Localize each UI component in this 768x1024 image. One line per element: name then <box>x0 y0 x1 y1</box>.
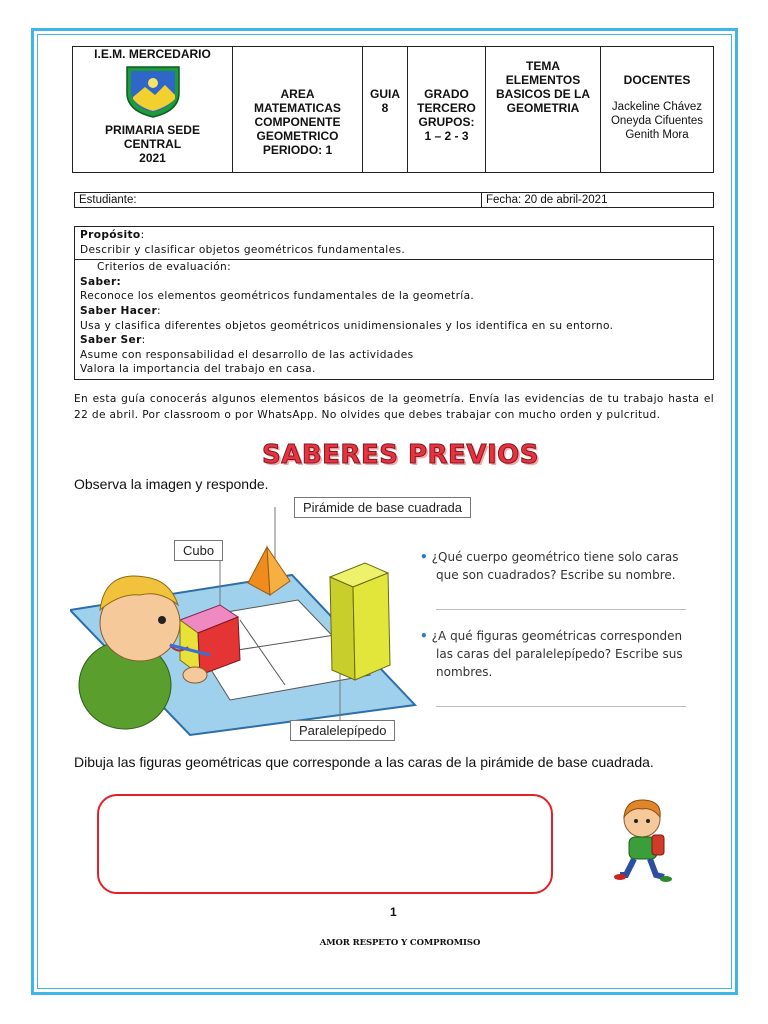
purpose-label: Propósito <box>80 229 141 241</box>
component-label: COMPONENTE <box>254 115 341 129</box>
header-table <box>72 46 714 173</box>
ser-text-2: Valora la importancia del trabajo en casa. <box>80 363 316 376</box>
school-sede: PRIMARIA SEDE CENTRAL <box>105 123 200 151</box>
prism-label: Paralelepípedo <box>290 720 395 741</box>
groups-value: 1 – 2 - 3 <box>424 129 469 143</box>
area-value: MATEMATICAS <box>254 101 341 115</box>
school-logo-icon <box>121 63 185 119</box>
draw-instruction: Dibuja las figuras geométricas que corresponde a las caras de la pirámide de base cuadrada. <box>74 754 654 770</box>
teacher-2: Oneyda Cifuentes <box>610 115 704 127</box>
section-title: SABERES PREVIOS <box>262 440 539 470</box>
guide-label: GUIA <box>370 87 400 101</box>
school-cell <box>73 47 233 173</box>
topic-label: TEMA <box>526 59 560 73</box>
topic-line-1: ELEMENTOS <box>505 73 581 87</box>
geometry-illustration <box>70 495 420 745</box>
topic-cell <box>486 47 601 173</box>
question-2: • ¿A qué figuras geométricas corresponden las caras del paralelepípedo? Escribe sus nombres. <box>420 629 683 679</box>
purpose-text: Describir y clasificar objetos geométricos fundamentales. <box>80 243 406 256</box>
ser-text-1: Asume con responsabilidad el desarrollo de las actividades <box>80 348 414 361</box>
topic-line-2: BASICOS DE LA <box>495 87 590 101</box>
purpose-box <box>74 226 714 380</box>
footer-motto: AMOR RESPETO Y COMPROMISO <box>319 938 481 948</box>
grade-cell <box>408 47 486 173</box>
criteria-heading: Criterios de evaluación: <box>97 261 232 274</box>
saber-heading: Saber: <box>80 275 122 288</box>
teachers-label: DOCENTES <box>623 73 691 87</box>
answer-line-2[interactable] <box>436 706 686 707</box>
school-year: 2021 <box>139 151 166 165</box>
purpose-heading: Propósito: <box>80 229 145 241</box>
drawing-area[interactable] <box>97 794 553 894</box>
page-number: 1 <box>390 905 397 919</box>
bullet-icon: • <box>420 629 428 643</box>
date-value: Fecha: 20 de abril-2021 <box>486 194 608 206</box>
intro-paragraph: En esta guía conocerás algunos elementos básicos de la geometría. Envía las evidencias de tu trabajo hasta el 22 de abril. Por classroom o por WhatsApp. No olvides que debes trabajar con mucho orden y pulcritud. <box>74 393 714 421</box>
kid-backpack-icon <box>612 795 674 887</box>
groups-label: GRUPOS: <box>418 115 475 129</box>
bullet-icon: • <box>420 550 428 564</box>
grade-label: GRADO <box>424 87 469 101</box>
ser-heading: Saber Ser: <box>80 334 146 347</box>
area-cell <box>233 47 363 173</box>
grade-value: TERCERO <box>417 101 476 115</box>
saber-text: Reconoce los elementos geométricos fundamentales de la geometría. <box>80 290 475 303</box>
period-value: PERIODO: 1 <box>262 143 333 157</box>
guide-value: 8 <box>381 101 389 115</box>
topic-line-3: GEOMETRIA <box>506 101 580 115</box>
student-label: Estudiante: <box>79 194 137 206</box>
teachers-cell <box>601 47 714 173</box>
date-field <box>481 192 714 208</box>
school-name: I.E.M. MERCEDARIO <box>94 47 211 61</box>
guide-cell <box>363 47 408 173</box>
student-field[interactable] <box>74 192 482 208</box>
observe-instruction: Observa la imagen y responde. <box>74 476 269 492</box>
component-value: GEOMETRICO <box>256 129 339 143</box>
question-1: • ¿Qué cuerpo geométrico tiene solo caras que son cuadrados? Escribe su nombre. <box>420 550 679 582</box>
answer-line-1[interactable] <box>436 609 686 610</box>
pyramid-label: Pirámide de base cuadrada <box>294 497 471 518</box>
cube-label: Cubo <box>174 540 223 561</box>
teacher-1: Jackeline Chávez <box>611 101 703 113</box>
teacher-3: Genith Mora <box>625 129 689 141</box>
area-label: AREA <box>280 87 315 101</box>
hacer-heading: Saber Hacer: <box>80 304 161 317</box>
hacer-text: Usa y clasifica diferentes objetos geométricos unidimensionales y los identifica en su entorno. <box>80 319 614 332</box>
